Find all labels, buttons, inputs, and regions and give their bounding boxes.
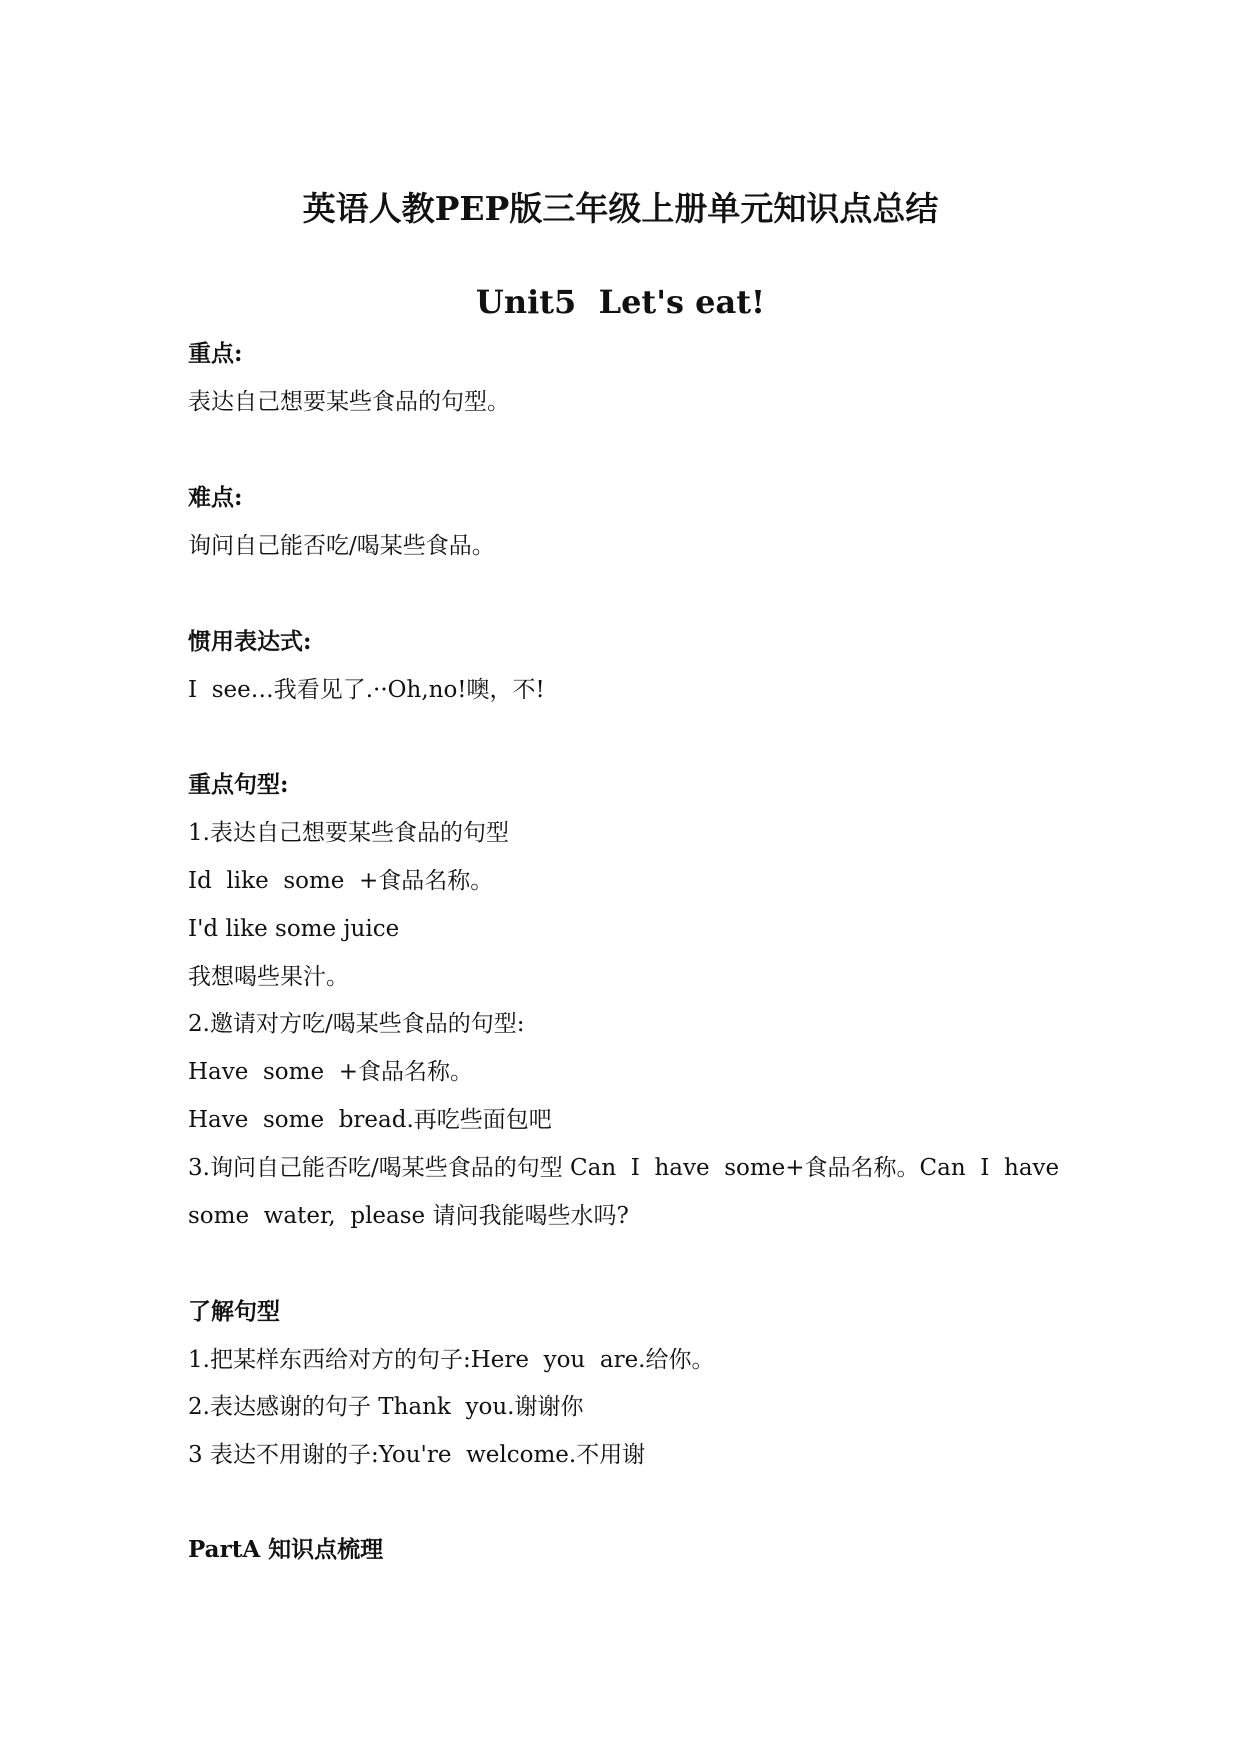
key-sentence-line: 2.邀请对方吃/喝某些食品的句型: [188, 1011, 525, 1037]
key-sentence-line: I'd like some juice [188, 916, 400, 942]
common-expressions-text: I see…我看见了.··Oh,no!噢，不! [188, 677, 545, 703]
key-points-heading: 重点: [188, 340, 243, 367]
key-sentence-line: 我想喝些果汁。 [188, 964, 349, 990]
key-sentence-line: Id like some +食品名称。 [188, 868, 494, 894]
key-sentence-line: 3.询问自己能否吃/喝某些食品的句型 Can I have some+食品名称。Can I have [188, 1155, 1060, 1181]
key-points-text: 表达自己想要某些食品的句型。 [188, 389, 510, 415]
difficult-points-text: 询问自己能否吃/喝某些食品。 [188, 533, 495, 559]
key-sentence-line: some water, please 请问我能喝些水吗? [188, 1203, 629, 1229]
document-title: 英语人教PEP版三年级上册单元知识点总结 [302, 189, 939, 228]
unit-title: Unit5 Let's eat! [475, 283, 766, 321]
understand-sentences-heading: 了解句型 [188, 1298, 280, 1325]
common-expressions-heading: 惯用表达式: [188, 628, 312, 655]
understand-sentence-line: 2.表达感谢的句子 Thank you.谢谢你 [188, 1394, 584, 1420]
difficult-points-heading: 难点: [188, 484, 243, 511]
key-sentence-line: Have some bread.再吃些面包吧 [188, 1107, 552, 1133]
part-a-heading: PartA 知识点梳理 [188, 1536, 384, 1563]
key-sentence-line: 1.表达自己想要某些食品的句型 [188, 820, 509, 846]
understand-sentence-line: 1.把某样东西给对方的句子:Here you are.给你。 [188, 1347, 715, 1373]
key-sentence-line: Have some +食品名称。 [188, 1059, 473, 1085]
understand-sentence-line: 3 表达不用谢的子:You're welcome.不用谢 [188, 1442, 646, 1468]
key-sentences-heading: 重点句型: [188, 771, 289, 798]
